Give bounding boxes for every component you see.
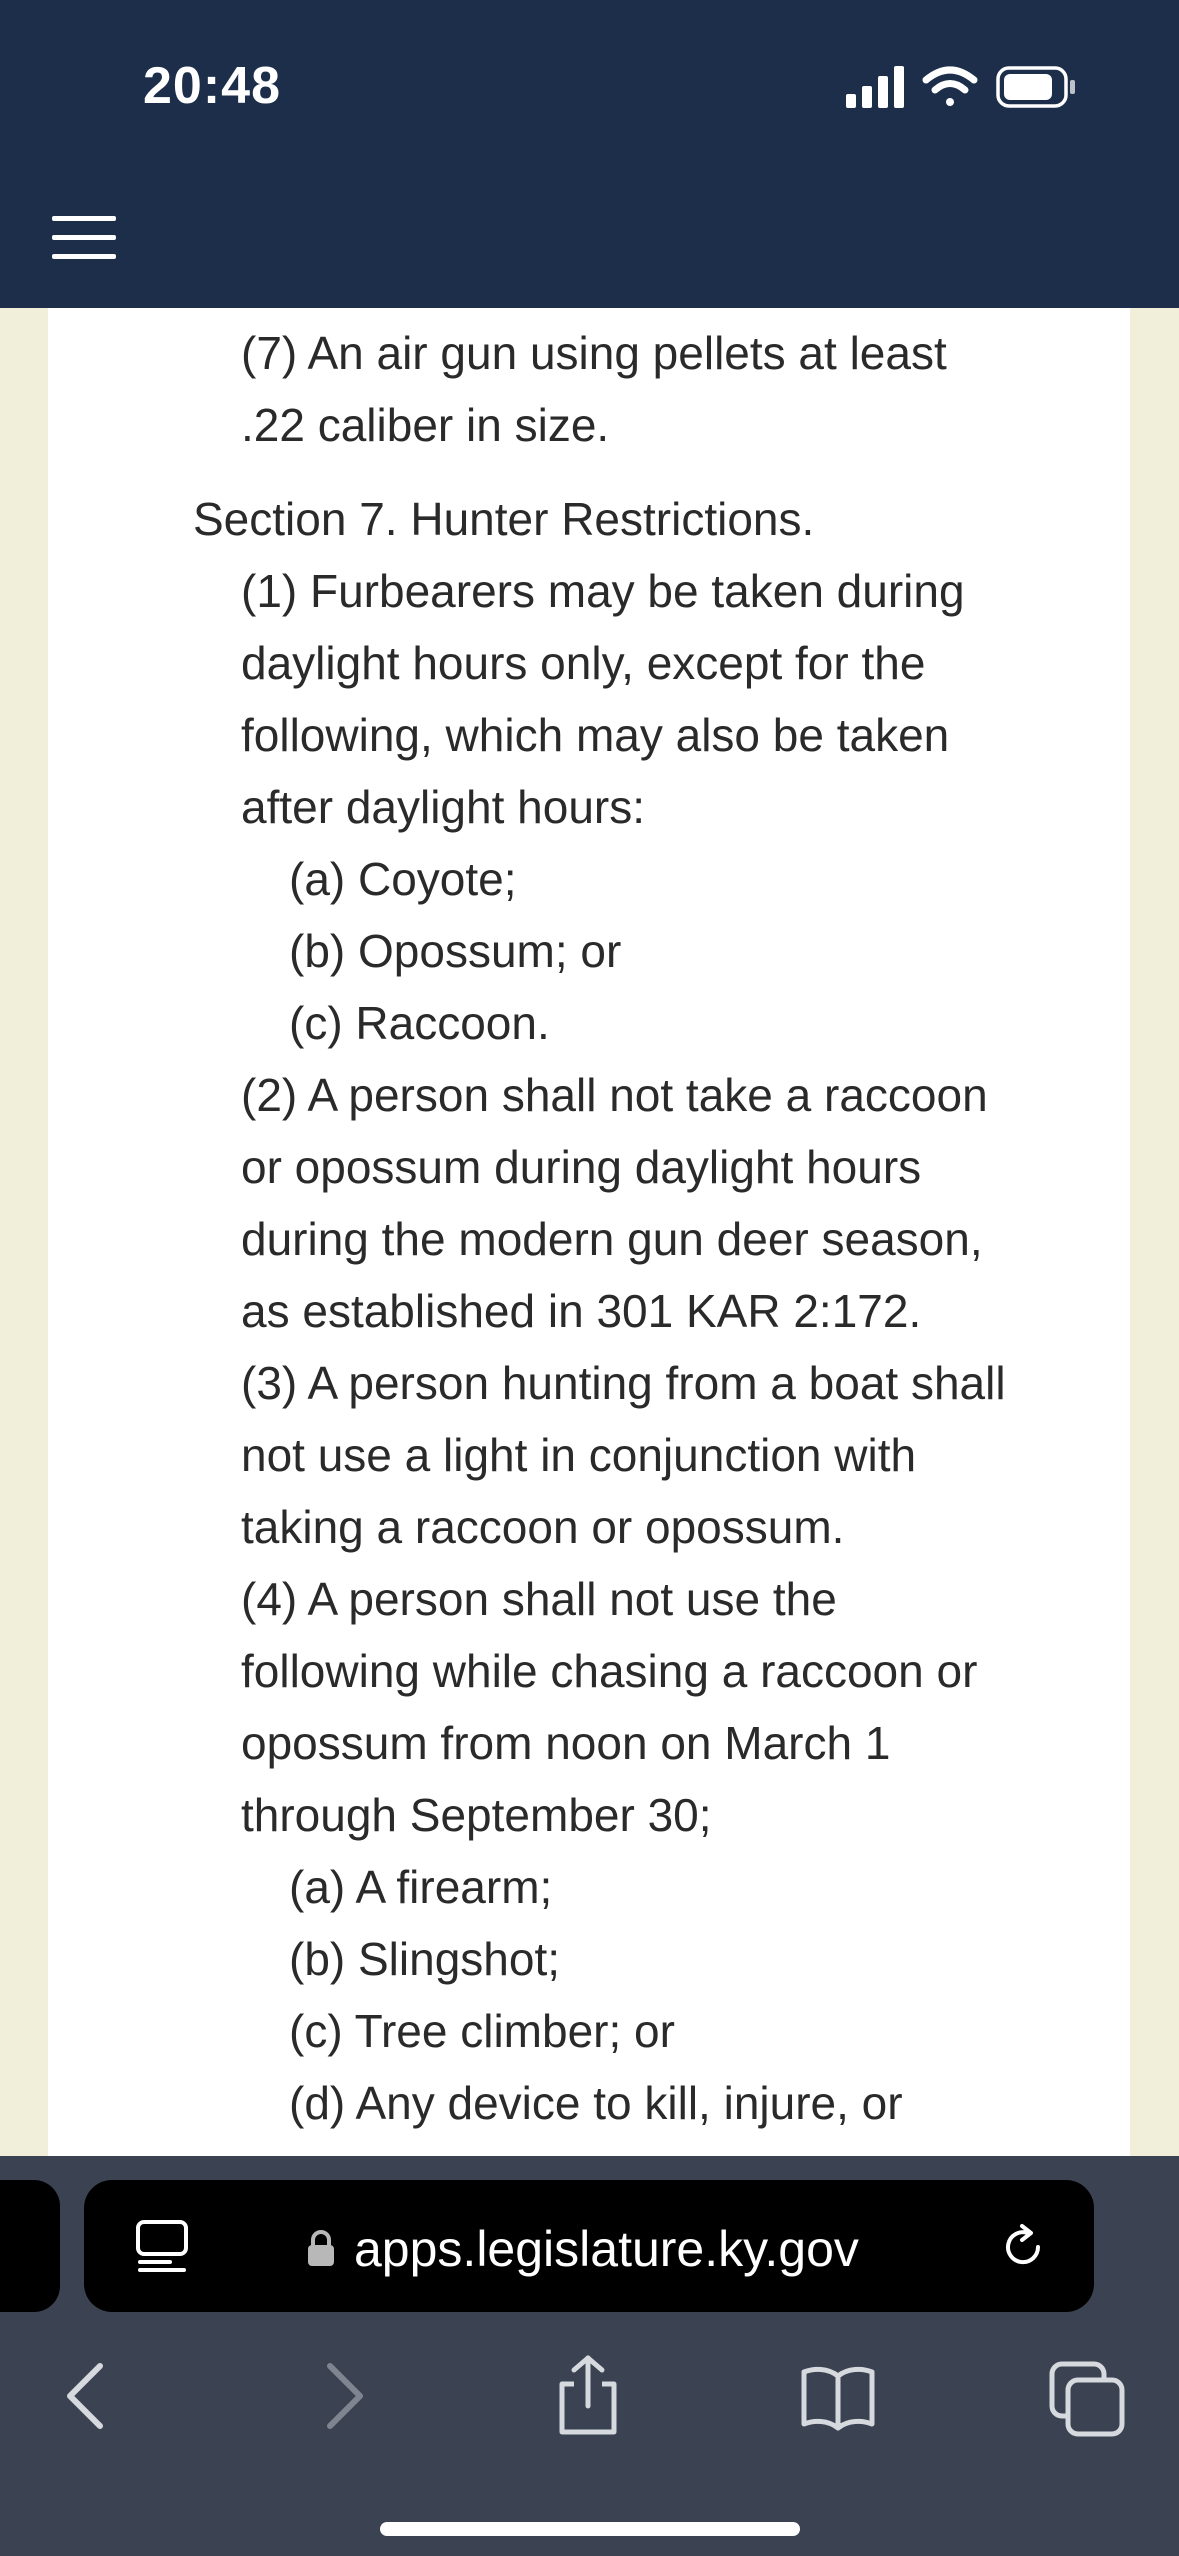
address-bar[interactable] [84, 2180, 1094, 2312]
doc-line: (2) A person shall not take a raccoon [241, 1069, 988, 1121]
tabs-icon[interactable] [1048, 2354, 1128, 2438]
bookmarks-icon[interactable] [798, 2354, 878, 2438]
doc-line: during the modern gun deer season, [241, 1213, 983, 1265]
lock-icon [306, 2228, 336, 2268]
share-icon[interactable] [548, 2354, 628, 2438]
regulation-content [48, 308, 1130, 2156]
doc-line: as established in 301 KAR 2:172. [241, 1285, 922, 1337]
reload-icon[interactable] [998, 2222, 1048, 2272]
doc-line: (c) Tree climber; or [289, 2005, 675, 2057]
doc-line: (1) Furbearers may be taken during [241, 565, 965, 617]
forward-chevron-icon[interactable] [302, 2354, 382, 2438]
home-indicator[interactable] [380, 2522, 800, 2536]
doc-line: following while chasing a raccoon or [241, 1645, 978, 1697]
doc-line: (3) A person hunting from a boat shall [241, 1357, 1006, 1409]
doc-line: taking a raccoon or opossum. [241, 1501, 845, 1553]
status-icons [840, 60, 1080, 114]
doc-line: daylight hours only, except for the [241, 637, 926, 689]
tab-overview-icon[interactable] [134, 2218, 190, 2276]
doc-line: (d) Any device to kill, injure, or [289, 2077, 903, 2129]
doc-line: (b) Opossum; or [289, 925, 622, 977]
doc-line: opossum from noon on March 1 [241, 1717, 891, 1769]
doc-line: .22 caliber in size. [241, 399, 610, 451]
section-heading: Section 7. Hunter Restrictions. [193, 493, 815, 545]
cellular-signal-icon [846, 66, 904, 108]
doc-line: (7) An air gun using pellets at least [241, 327, 947, 379]
previous-tab-edge[interactable] [0, 2180, 60, 2312]
status-time: 20:48 [143, 57, 281, 115]
site-header [0, 0, 1179, 308]
doc-line: following, which may also be taken [241, 709, 950, 761]
doc-line: (4) A person shall not use the [241, 1573, 837, 1625]
url-text[interactable]: apps.legislature.ky.gov [354, 2221, 859, 2277]
wifi-icon [926, 70, 974, 106]
doc-line: (a) A firearm; [289, 1861, 553, 1913]
back-chevron-icon[interactable] [48, 2354, 128, 2438]
doc-line: or opossum during daylight hours [241, 1141, 922, 1193]
doc-line: through September 30; [241, 1789, 712, 1841]
doc-line: not use a light in conjunction with [241, 1429, 917, 1481]
browser-toolbar [0, 2156, 1179, 2556]
doc-line: after daylight hours: [241, 781, 646, 833]
battery-icon [998, 68, 1075, 106]
hamburger-menu-icon[interactable] [52, 216, 116, 260]
doc-line: (c) Raccoon. [289, 997, 550, 1049]
doc-line: (a) Coyote; [289, 853, 517, 905]
doc-line: (b) Slingshot; [289, 1933, 561, 1985]
